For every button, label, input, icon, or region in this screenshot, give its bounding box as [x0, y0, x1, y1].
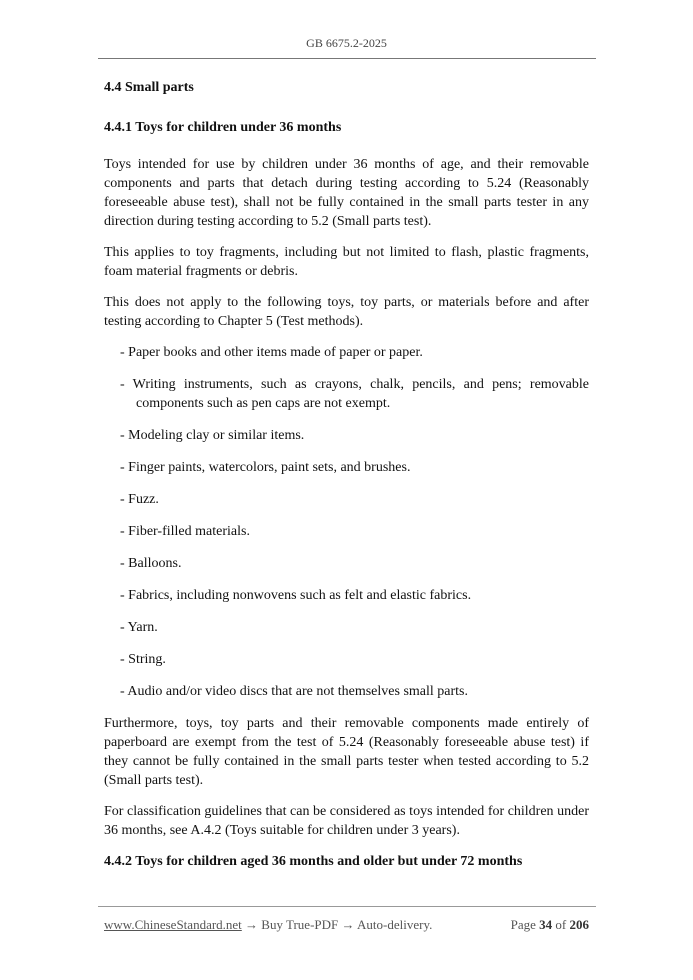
footer-links [104, 917, 432, 933]
section-heading-4-4: 4.4 Small parts [104, 80, 194, 95]
arrow-icon: → [341, 917, 355, 932]
document-id: GB 6675.2-2025 [306, 36, 387, 50]
buy-true-pdf-text: Buy True-PDF [261, 917, 339, 932]
site-link[interactable]: www.ChineseStandard.net [104, 917, 242, 932]
header-divider [98, 58, 596, 59]
arrow-icon: → [245, 917, 259, 932]
page-label: Page [510, 917, 536, 932]
paragraph-5: For classification guidelines that can be considered as toys intended for children under 36 months, see A.4.2 (Toys suitable for children under 3 years). [104, 804, 589, 838]
document-header [0, 36, 693, 51]
list-item: - Audio and/or video discs that are not themselves small parts. [120, 684, 468, 699]
list-item: - Paper books and other items made of paper or paper. [120, 345, 423, 360]
paragraph-1: Toys intended for use by children under 36 months of age, and their removable components and parts that detach during testing according to 5.24 (Reasonably foreseeable abuse test), shall not be fully contained in the small parts tester in any direction during testing according to 5.2 (Small parts test). [104, 157, 589, 229]
paragraph-2: This applies to toy fragments, including but not limited to flash, plastic fragments, foam material fragments or debris. [104, 245, 589, 279]
list-item: - Fabrics, including nonwovens such as felt and elastic fabrics. [120, 588, 472, 603]
list-item: - Writing instruments, such as crayons, chalk, pencils, and pens; removable components such as pen caps are not exempt. [120, 377, 589, 411]
page-number: 34 [539, 917, 553, 932]
of-label: of [555, 917, 567, 932]
footer-divider [98, 906, 596, 907]
exemption-list [104, 343, 589, 701]
document-body [104, 78, 589, 871]
list-item: - Balloons. [120, 556, 182, 571]
list-item: - Yarn. [120, 620, 158, 635]
list-item: - String. [120, 652, 166, 667]
list-item: - Finger paints, watercolors, paint sets, and brushes. [120, 460, 411, 475]
list-item: - Modeling clay or similar items. [120, 428, 305, 443]
section-heading-4-4-2: 4.4.2 Toys for children aged 36 months and older but under 72 months [104, 854, 523, 869]
paragraph-4: Furthermore, toys, toy parts and their removable components made entirely of paperboard are exempt from the test of 5.24 (Reasonably foreseeable abuse test) if they cannot be fully contained in the small parts tester when tested according to 5.2 (Small parts test). [104, 716, 589, 788]
list-item: - Fiber-filled materials. [120, 524, 250, 539]
page-total: 206 [569, 917, 589, 932]
page-counter [511, 917, 589, 933]
section-heading-4-4-1: 4.4.1 Toys for children under 36 months [104, 120, 342, 135]
list-item: - Fuzz. [120, 492, 159, 507]
paragraph-3: This does not apply to the following toys, toy parts, or materials before and after testing according to Chapter 5 (Test methods). [104, 295, 589, 329]
auto-delivery-text: Auto-delivery. [357, 917, 433, 932]
